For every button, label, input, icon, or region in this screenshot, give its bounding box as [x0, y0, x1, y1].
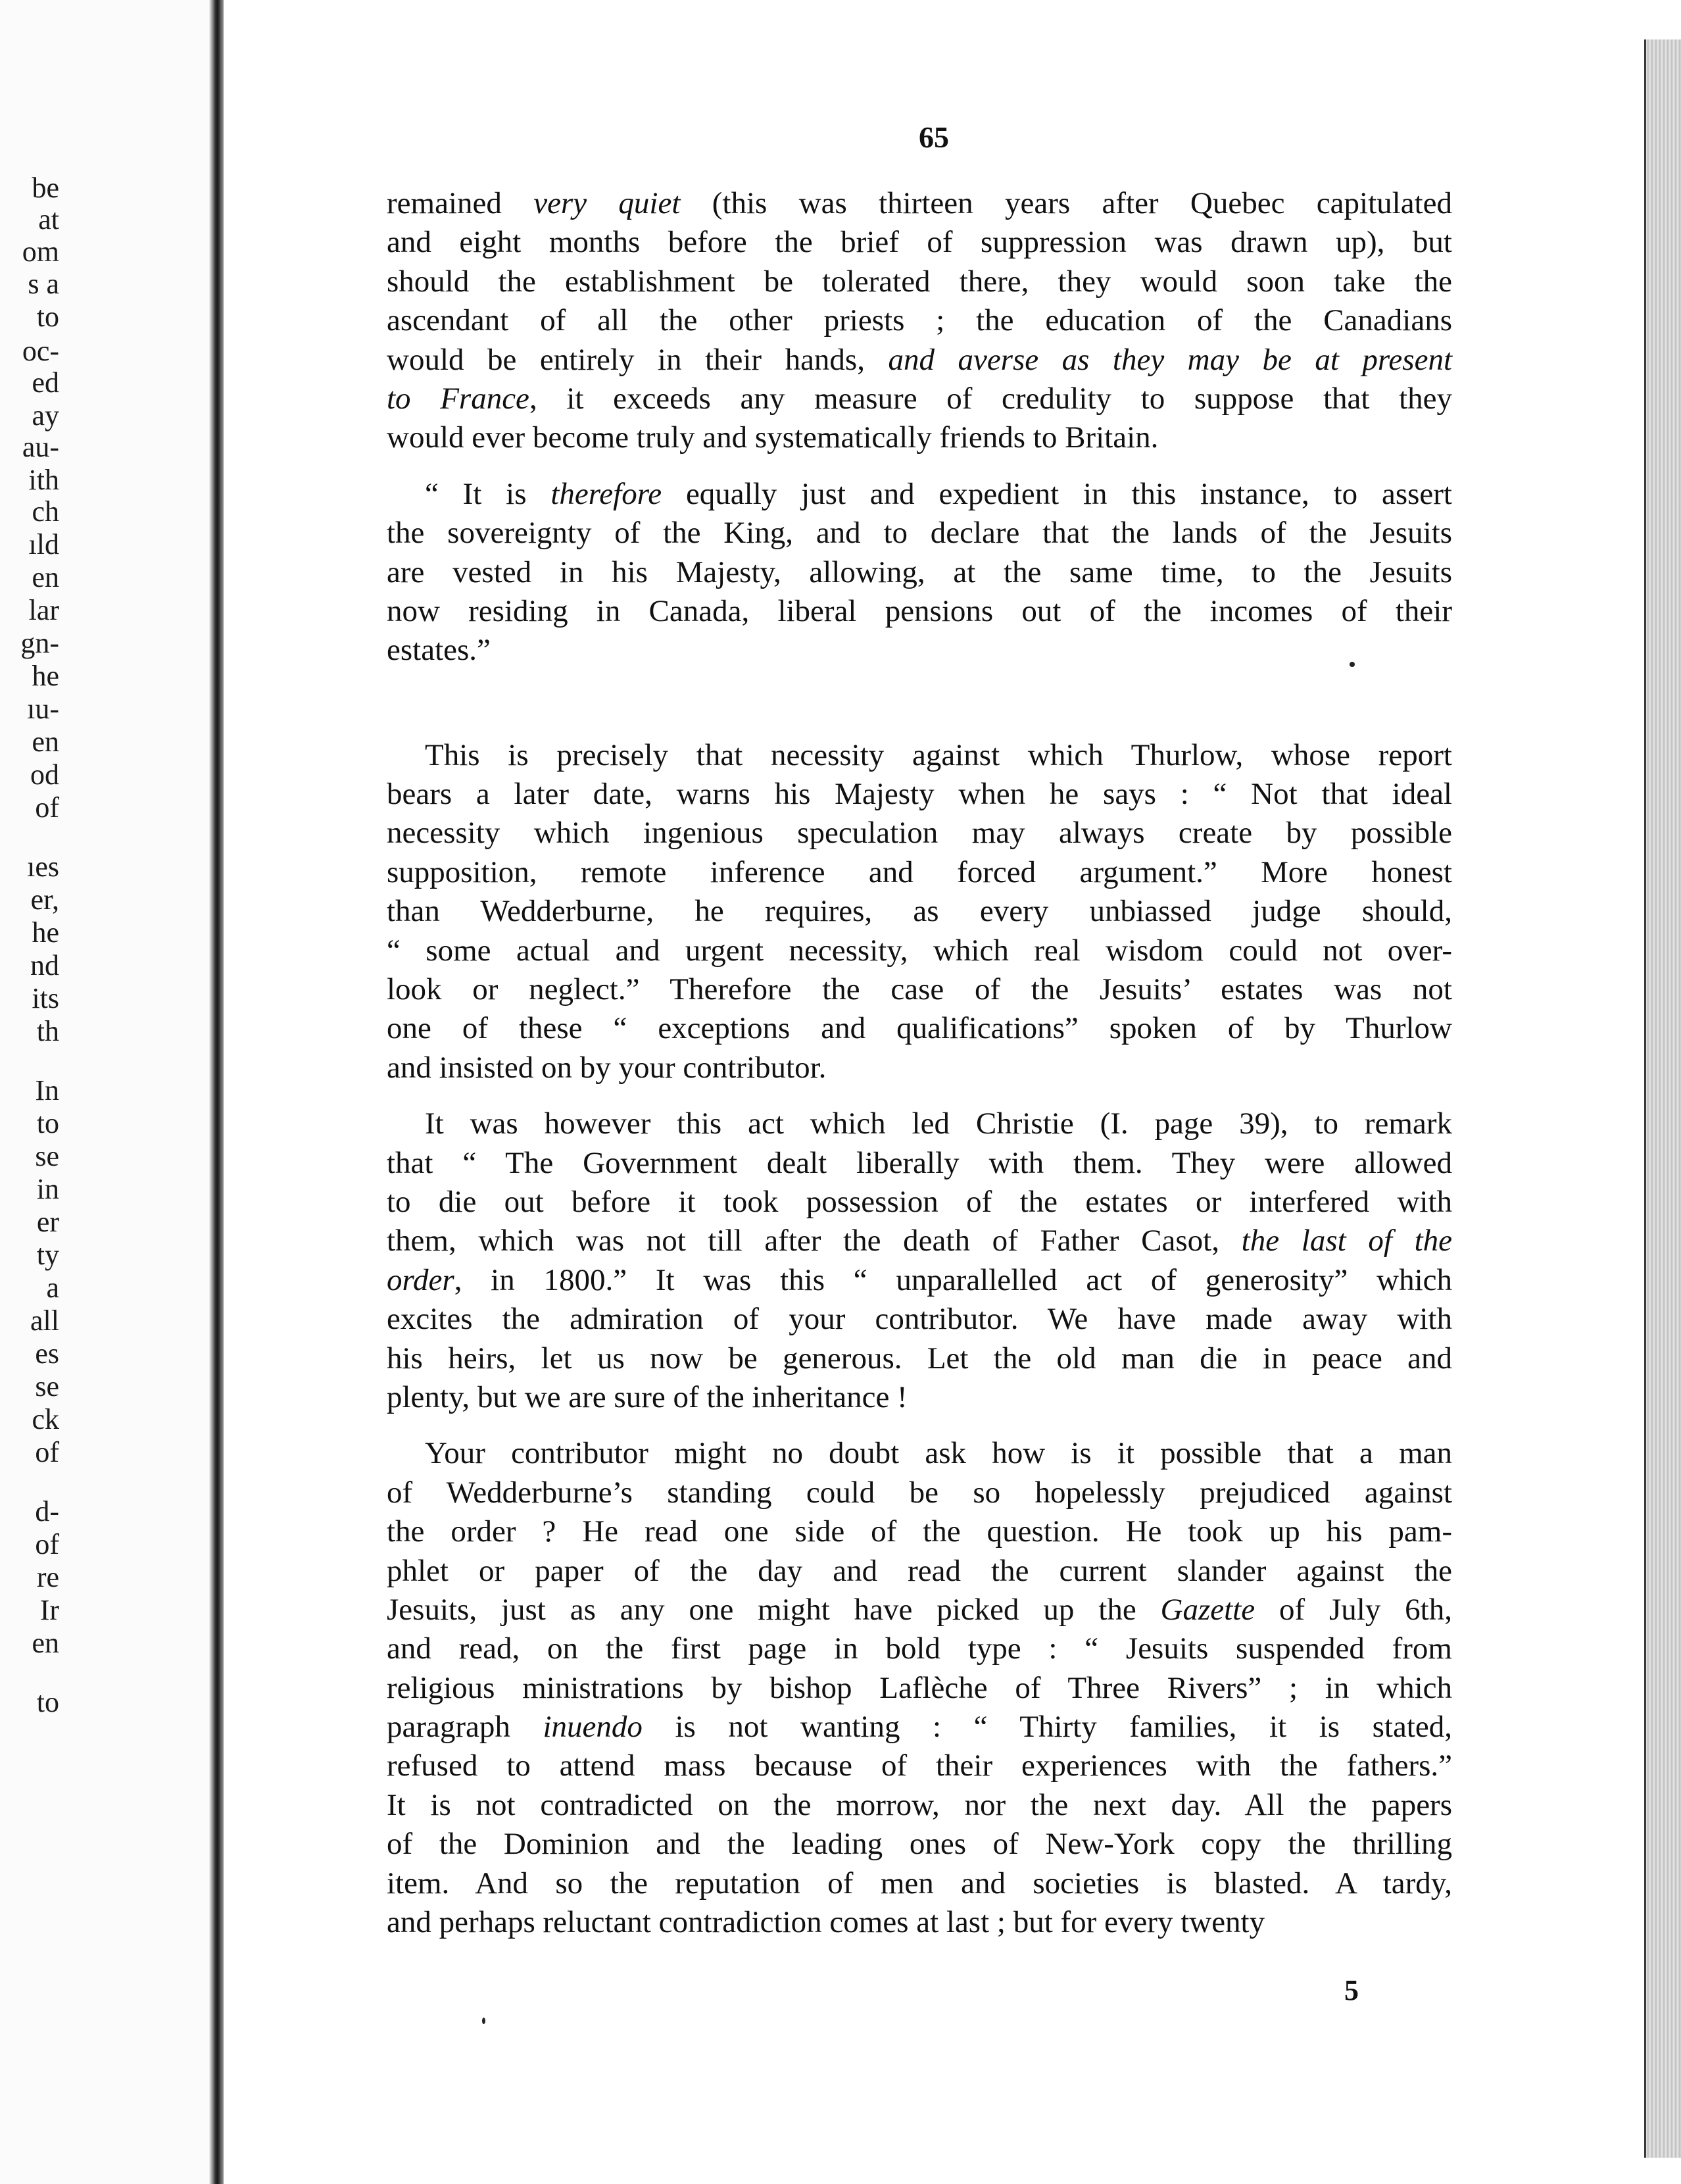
- text-line: excites the admiration of your contributor. We have made away with: [387, 1302, 1452, 1337]
- left-page-fragment: re: [36, 1561, 59, 1593]
- left-page-fragment: ed: [32, 366, 59, 399]
- left-page-fragment: ty: [36, 1239, 59, 1271]
- left-page-fragment: se: [35, 1140, 59, 1172]
- text-line: would be entirely in their hands, and averse as they may be at present: [387, 342, 1452, 377]
- left-page-fragment: lar: [28, 594, 59, 626]
- left-page-fragment: of: [35, 1528, 59, 1560]
- paragraph: [387, 475, 1452, 670]
- italic-phrase: order: [387, 1262, 454, 1297]
- text-line: refused to attend mass because of their experiences with the fathers.”: [387, 1749, 1452, 1783]
- left-page-fragment: of: [35, 1436, 59, 1468]
- left-page-fragment: ch: [32, 495, 59, 528]
- text-line: estates.”: [387, 633, 491, 668]
- text-line: necessity which ingenious speculation may always create by possible: [387, 816, 1452, 851]
- left-page-fragment: In: [35, 1074, 59, 1106]
- left-page-fragment: er: [36, 1206, 59, 1238]
- page-number: 65: [919, 120, 949, 154]
- book-gutter: [209, 0, 224, 2184]
- body-text: [387, 184, 1452, 1942]
- left-page-fragment: en: [32, 561, 59, 593]
- left-page-fragment: he: [32, 916, 59, 949]
- paragraph: [387, 1434, 1452, 1942]
- text-line: It was however this act which led Christie (I. page 39), to remark: [425, 1106, 1452, 1141]
- left-page-fragment: au-: [22, 431, 59, 463]
- left-page-fragment: he: [32, 660, 59, 692]
- italic-phrase: very quiet: [533, 186, 681, 220]
- text-line: ascendant of all the other priests ; the education of the Canadians: [387, 303, 1452, 338]
- left-page-fragment: of: [35, 791, 59, 824]
- text-line: should the establishment be tolerated there, they would soon take the: [387, 264, 1452, 299]
- left-page-fragment: all: [30, 1304, 59, 1337]
- text-line: plenty, but we are sure of the inheritance !: [387, 1379, 908, 1414]
- left-page-fragment: be: [32, 172, 59, 204]
- paragraph: [387, 184, 1452, 458]
- text-line: “ It is therefore equally just and expedient in this instance, to assert: [425, 476, 1452, 511]
- text-line: item. And so the reputation of men and societies is blasted. A tardy,: [387, 1866, 1452, 1900]
- italic-phrase: therefore: [550, 476, 662, 511]
- left-page-fragment: its: [32, 982, 59, 1014]
- text-line: paragraph inuendo is not wanting : “ Thirty families, it is stated,: [387, 1710, 1452, 1745]
- text-line: look or neglect.” Therefore the case of the Jesuits’ estates was not: [387, 972, 1452, 1007]
- left-page-fragment: od: [30, 758, 59, 791]
- text-line: phlet or paper of the day and read the current slander against the: [387, 1553, 1452, 1588]
- text-line: Your contributor might no doubt ask how is it possible that a man: [425, 1436, 1452, 1471]
- left-page-fragment: ıes: [27, 851, 59, 883]
- left-page-fragment: es: [35, 1337, 59, 1370]
- text-line: and eight months before the brief of suppression was drawn up), but: [387, 225, 1452, 260]
- left-page-fragment: d-: [35, 1495, 59, 1527]
- text-line: “ some actual and urgent necessity, which real wisdom could not over-: [387, 933, 1452, 968]
- paragraph: [387, 736, 1452, 1088]
- left-page-fragment: th: [36, 1015, 59, 1047]
- text-line: remained very quiet (this was thirteen years after Quebec capitulated: [387, 186, 1452, 220]
- text-line: his heirs, let us now be generous. Let the old man die in peace and: [387, 1341, 1452, 1376]
- text-line: that “ The Government dealt liberally with them. They were allowed: [387, 1145, 1452, 1180]
- text-line: bears a later date, warns his Majesty when he says : “ Not that ideal: [387, 777, 1452, 812]
- text-line: This is precisely that necessity against which Thurlow, whose report: [425, 737, 1452, 772]
- italic-phrase: and averse as they may be at present: [888, 342, 1452, 377]
- left-page-fragment: at: [38, 203, 59, 236]
- left-page-fragment: ck: [32, 1403, 59, 1435]
- left-page-fragment: er,: [30, 883, 59, 916]
- left-page-fragment: in: [36, 1173, 59, 1205]
- text-line: of Wedderburne’s standing could be so hopelessly prejudiced against: [387, 1475, 1452, 1510]
- left-page-fragment: en: [32, 1627, 59, 1659]
- text-line: and read, on the first page in bold type : “ Jesuits suspended from: [387, 1631, 1452, 1666]
- left-page-fragment: to: [36, 301, 59, 333]
- left-page-fragment: to: [36, 1686, 59, 1718]
- paragraph: [387, 1104, 1452, 1417]
- left-page-fragment: en: [32, 726, 59, 758]
- left-page-fragment: to: [36, 1107, 59, 1139]
- text-line: order, in 1800.” It was this “ unparallelled act of generosity” which: [387, 1262, 1452, 1297]
- left-page-fragment: s a: [28, 268, 59, 300]
- print-speck: [1350, 662, 1355, 667]
- text-line: are vested in his Majesty, allowing, at the same time, to the Jesuits: [387, 555, 1452, 589]
- print-speck: [482, 2018, 485, 2024]
- left-page-fragment: a: [46, 1272, 59, 1304]
- italic-phrase: the last of the: [1241, 1224, 1452, 1258]
- text-line: would ever become truly and systematically friends to Britain.: [387, 420, 1159, 455]
- left-page-fragment: om: [22, 236, 59, 268]
- text-line: the sovereignty of the King, and to declare that the lands of the Jesuits: [387, 516, 1452, 551]
- italic-phrase: inuendo: [543, 1710, 643, 1745]
- italic-phrase: Gazette: [1160, 1592, 1255, 1627]
- text-line: to die out before it took possession of the estates or interfered with: [387, 1184, 1452, 1219]
- text-line: the order ? He read one side of the question. He took up his pam-: [387, 1514, 1452, 1549]
- left-page-fragment: nd: [30, 949, 59, 981]
- left-page-fragment: gn-: [20, 627, 59, 659]
- left-page-fragment: ıld: [28, 528, 59, 560]
- text-line: Jesuits, just as any one might have picked up the Gazette of July 6th,: [387, 1592, 1452, 1627]
- text-line: supposition, remote inference and forced argument.” More honest: [387, 855, 1452, 889]
- page-edge: [1644, 39, 1681, 2158]
- italic-phrase: to France: [387, 381, 529, 416]
- text-line: one of these “ exceptions and qualifications” spoken of by Thurlow: [387, 1011, 1452, 1046]
- text-line: and perhaps reluctant contradiction comes at last ; but for every twenty: [387, 1905, 1265, 1940]
- left-page-fragment: ıu-: [27, 693, 59, 725]
- left-page-fragment: ith: [28, 464, 59, 496]
- left-page-fragment: ay: [32, 399, 59, 432]
- text-line: of the Dominion and the leading ones of New-York copy the thrilling: [387, 1827, 1452, 1862]
- text-line: and insisted on by your contributor.: [387, 1050, 827, 1085]
- text-line: them, which was not till after the death of Father Casot, the last of the: [387, 1224, 1452, 1258]
- text-line: religious ministrations by bishop Laflèche of Three Rivers” ; in which: [387, 1670, 1452, 1705]
- text-line: than Wedderburne, he requires, as every unbiassed judge should,: [387, 894, 1452, 929]
- left-page-fragment: Ir: [39, 1594, 59, 1626]
- text-line: to France, it exceeds any measure of credulity to suppose that they: [387, 381, 1453, 416]
- signature-mark: 5: [1344, 1974, 1359, 2006]
- left-page-fragment: oc-: [22, 335, 59, 367]
- left-page-fragment: se: [35, 1370, 59, 1402]
- text-line: It is not contradicted on the morrow, nor the next day. All the papers: [387, 1787, 1452, 1822]
- text-line: now residing in Canada, liberal pensions out of the incomes of their: [387, 593, 1452, 628]
- left-page-strip: [0, 0, 217, 2184]
